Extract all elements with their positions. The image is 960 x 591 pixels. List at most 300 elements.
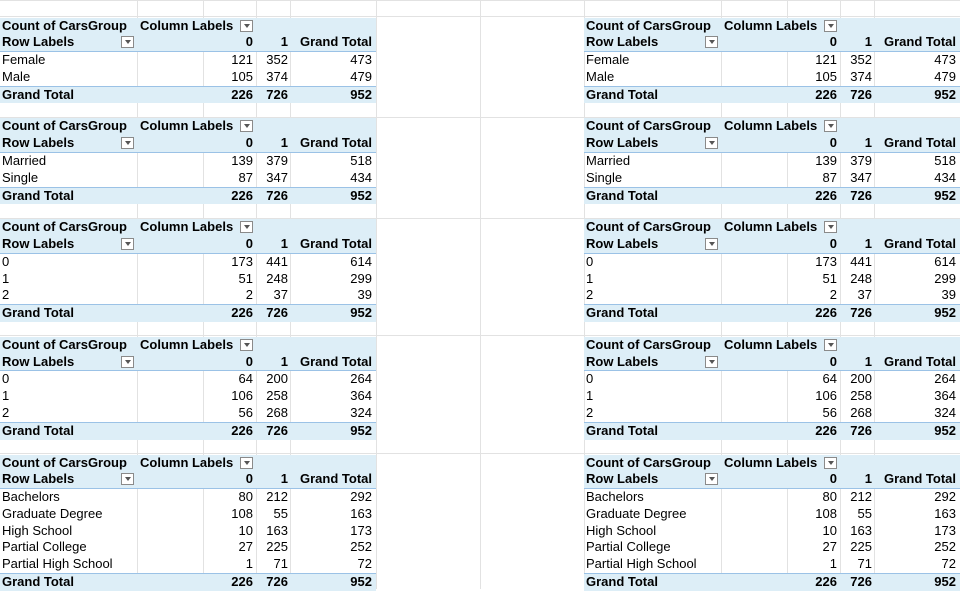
- pivot-header-row: [0, 219, 376, 236]
- column-labels-filter-dropdown-icon[interactable]: [824, 20, 837, 32]
- value-0: 106: [815, 388, 837, 404]
- column-labels-filter-dropdown-icon[interactable]: [240, 339, 253, 351]
- pivot-data-row: [584, 254, 960, 271]
- total-value-0: 226: [815, 574, 837, 590]
- pivot-data-row: [0, 287, 376, 304]
- value-0: 2: [245, 287, 253, 303]
- value-1: 225: [850, 539, 872, 555]
- total-grand-total: 952: [350, 422, 372, 438]
- total-value-1: 726: [266, 86, 288, 102]
- count-of-label: Count of CarsGroup: [2, 17, 127, 33]
- column-header-1: 1: [280, 471, 288, 487]
- row-labels-header: Row Labels: [2, 353, 75, 369]
- grand-total-label: Grand Total: [2, 422, 74, 438]
- count-of-label: Count of CarsGroup: [586, 118, 711, 134]
- pivot-data-row: [0, 170, 376, 187]
- row-grand-total: 299: [934, 270, 956, 286]
- row-label: 2: [2, 287, 10, 303]
- value-1: 55: [273, 505, 288, 521]
- grand-total-label: Grand Total: [2, 86, 74, 102]
- row-grand-total: 72: [941, 556, 956, 572]
- pivot-data-row: [584, 506, 960, 523]
- pivot-data-row: [584, 52, 960, 69]
- gridline: [0, 0, 960, 1]
- row-labels-header: Row Labels: [2, 135, 75, 151]
- value-1: 258: [850, 388, 872, 404]
- column-labels-header: Column Labels: [140, 454, 234, 470]
- pivot-row-labels-row: [584, 34, 960, 52]
- pivot-header-row: [0, 455, 376, 472]
- row-label: 1: [2, 388, 10, 404]
- row-grand-total: 264: [934, 371, 956, 387]
- column-labels-filter-dropdown-icon[interactable]: [824, 339, 837, 351]
- column-header-0: 0: [245, 353, 253, 369]
- column-labels-header: Column Labels: [724, 219, 818, 235]
- pivot-table-left-p1: [0, 18, 376, 104]
- grand-total-column-header: Grand Total: [884, 34, 956, 50]
- pivot-table-right-p3: [584, 219, 960, 322]
- value-0: 56: [238, 404, 253, 420]
- column-labels-header: Column Labels: [724, 17, 818, 33]
- row-grand-total: 518: [350, 152, 372, 168]
- total-grand-total: 952: [350, 574, 372, 590]
- column-header-1: 1: [864, 135, 872, 151]
- value-1: 268: [266, 404, 288, 420]
- total-value-1: 726: [850, 574, 872, 590]
- value-0: 80: [238, 489, 253, 505]
- row-grand-total: 324: [350, 404, 372, 420]
- pivot-data-row: [0, 254, 376, 271]
- value-0: 27: [238, 539, 253, 555]
- value-1: 71: [857, 556, 872, 572]
- row-grand-total: 39: [357, 287, 372, 303]
- pivot-table-left-p4: [0, 337, 376, 440]
- total-value-1: 726: [850, 422, 872, 438]
- column-header-0: 0: [829, 353, 837, 369]
- pivot-grand-total-row: [584, 86, 960, 104]
- value-0: 121: [815, 52, 837, 68]
- row-label: Single: [2, 169, 39, 185]
- value-1: 374: [850, 68, 872, 84]
- total-value-0: 226: [815, 187, 837, 203]
- value-0: 108: [815, 505, 837, 521]
- grand-total-label: Grand Total: [2, 305, 74, 321]
- total-grand-total: 952: [350, 187, 372, 203]
- row-labels-header: Row Labels: [586, 34, 659, 50]
- row-labels-header: Row Labels: [586, 353, 659, 369]
- row-label: Partial College: [586, 539, 671, 555]
- gridline: [480, 0, 481, 589]
- row-label: Female: [2, 52, 46, 68]
- value-1: 200: [266, 371, 288, 387]
- count-of-label: Count of CarsGroup: [2, 219, 127, 235]
- pivot-row-labels-row: [0, 471, 376, 489]
- row-grand-total: 434: [350, 169, 372, 185]
- pivot-data-row: [0, 388, 376, 405]
- pivot-header-row: [0, 337, 376, 354]
- column-header-1: 1: [280, 135, 288, 151]
- row-labels-filter-dropdown-icon[interactable]: [121, 137, 134, 149]
- column-header-1: 1: [864, 236, 872, 252]
- row-grand-total: 614: [350, 253, 372, 269]
- row-labels-filter-dropdown-icon[interactable]: [705, 473, 718, 485]
- value-0: 64: [238, 371, 253, 387]
- count-of-label: Count of CarsGroup: [2, 454, 127, 470]
- pivot-data-row: [0, 405, 376, 422]
- row-label: High School: [2, 522, 73, 538]
- row-labels-header: Row Labels: [2, 34, 75, 50]
- pivot-row-labels-row: [0, 236, 376, 254]
- column-labels-header: Column Labels: [140, 336, 234, 352]
- value-1: 268: [850, 404, 872, 420]
- pivot-grand-total-row: [584, 304, 960, 322]
- column-header-0: 0: [245, 236, 253, 252]
- count-of-label: Count of CarsGroup: [2, 118, 127, 134]
- column-header-1: 1: [280, 34, 288, 50]
- total-grand-total: 952: [934, 305, 956, 321]
- pivot-data-row: [0, 371, 376, 388]
- value-0: 64: [822, 371, 837, 387]
- row-label: Male: [2, 68, 31, 84]
- column-labels-header: Column Labels: [140, 17, 234, 33]
- pivot-grand-total-row: [0, 422, 376, 440]
- row-label: Partial College: [2, 539, 87, 555]
- pivot-data-row: [0, 489, 376, 506]
- row-labels-filter-dropdown-icon[interactable]: [121, 356, 134, 368]
- total-value-0: 226: [815, 86, 837, 102]
- pivot-table-right-p4: [584, 337, 960, 440]
- grand-total-column-header: Grand Total: [884, 236, 956, 252]
- row-label: High School: [586, 522, 657, 538]
- row-label: Bachelors: [586, 489, 644, 505]
- grand-total-column-header: Grand Total: [300, 236, 372, 252]
- column-labels-filter-dropdown-icon[interactable]: [240, 20, 253, 32]
- total-grand-total: 952: [934, 187, 956, 203]
- value-1: 374: [266, 68, 288, 84]
- value-1: 212: [266, 489, 288, 505]
- column-labels-filter-dropdown-icon[interactable]: [824, 221, 837, 233]
- grand-total-column-header: Grand Total: [884, 471, 956, 487]
- row-grand-total: 299: [350, 270, 372, 286]
- total-value-0: 226: [231, 574, 253, 590]
- pivot-row-labels-row: [584, 236, 960, 254]
- row-labels-filter-dropdown-icon[interactable]: [121, 473, 134, 485]
- value-1: 441: [850, 253, 872, 269]
- row-label: Female: [586, 52, 630, 68]
- value-1: 347: [850, 169, 872, 185]
- pivot-data-row: [0, 539, 376, 556]
- row-grand-total: 173: [350, 522, 372, 538]
- value-0: 121: [231, 52, 253, 68]
- column-header-0: 0: [245, 471, 253, 487]
- value-1: 352: [850, 52, 872, 68]
- total-value-1: 726: [850, 187, 872, 203]
- row-label: Married: [586, 152, 631, 168]
- pivot-grand-total-row: [584, 187, 960, 205]
- grand-total-label: Grand Total: [586, 422, 658, 438]
- value-0: 139: [815, 152, 837, 168]
- row-label: 2: [586, 287, 594, 303]
- grand-total-column-header: Grand Total: [884, 135, 956, 151]
- pivot-table-left-p3: [0, 219, 376, 322]
- column-header-0: 0: [829, 34, 837, 50]
- value-0: 1: [829, 556, 837, 572]
- value-0: 1: [245, 556, 253, 572]
- column-labels-header: Column Labels: [724, 454, 818, 470]
- grand-total-label: Grand Total: [2, 187, 74, 203]
- row-label: 0: [2, 253, 10, 269]
- pivot-table-left-p5: [0, 455, 376, 591]
- row-labels-filter-dropdown-icon[interactable]: [121, 238, 134, 250]
- row-label: 1: [586, 388, 594, 404]
- row-label: 2: [2, 404, 10, 420]
- row-label: 0: [2, 371, 10, 387]
- pivot-data-row: [584, 539, 960, 556]
- row-labels-filter-dropdown-icon[interactable]: [705, 137, 718, 149]
- row-grand-total: 434: [934, 169, 956, 185]
- pivot-row-labels-row: [584, 135, 960, 153]
- row-grand-total: 364: [934, 388, 956, 404]
- row-labels-filter-dropdown-icon[interactable]: [121, 36, 134, 48]
- pivot-data-row: [584, 523, 960, 540]
- value-1: 248: [850, 270, 872, 286]
- pivot-data-row: [584, 371, 960, 388]
- pivot-data-row: [584, 271, 960, 288]
- value-0: 108: [231, 505, 253, 521]
- total-grand-total: 952: [934, 86, 956, 102]
- value-0: 2: [829, 287, 837, 303]
- row-label: Married: [2, 152, 47, 168]
- pivot-header-row: [584, 219, 960, 236]
- value-0: 87: [238, 169, 253, 185]
- column-header-0: 0: [245, 135, 253, 151]
- total-value-1: 726: [850, 305, 872, 321]
- total-value-0: 226: [231, 305, 253, 321]
- row-labels-header: Row Labels: [586, 471, 659, 487]
- total-value-0: 226: [231, 187, 253, 203]
- row-grand-total: 364: [350, 388, 372, 404]
- column-labels-filter-dropdown-icon[interactable]: [824, 120, 837, 132]
- grand-total-label: Grand Total: [586, 305, 658, 321]
- pivot-data-row: [0, 271, 376, 288]
- value-0: 87: [822, 169, 837, 185]
- pivot-row-labels-row: [0, 135, 376, 153]
- pivot-row-labels-row: [584, 354, 960, 372]
- total-value-1: 726: [266, 305, 288, 321]
- grand-total-label: Grand Total: [586, 574, 658, 590]
- column-header-0: 0: [245, 34, 253, 50]
- grand-total-label: Grand Total: [586, 86, 658, 102]
- column-labels-filter-dropdown-icon[interactable]: [824, 457, 837, 469]
- row-label: 1: [586, 270, 594, 286]
- column-header-1: 1: [280, 353, 288, 369]
- column-header-0: 0: [829, 471, 837, 487]
- column-labels-header: Column Labels: [724, 118, 818, 134]
- value-1: 379: [850, 152, 872, 168]
- value-0: 173: [815, 253, 837, 269]
- count-of-label: Count of CarsGroup: [586, 17, 711, 33]
- column-labels-header: Column Labels: [140, 118, 234, 134]
- grand-total-column-header: Grand Total: [300, 353, 372, 369]
- pivot-grand-total-row: [584, 422, 960, 440]
- row-label: Graduate Degree: [586, 505, 687, 521]
- row-label: Bachelors: [2, 489, 60, 505]
- row-grand-total: 473: [350, 52, 372, 68]
- total-value-1: 726: [266, 422, 288, 438]
- value-1: 37: [273, 287, 288, 303]
- row-label: Male: [586, 68, 615, 84]
- row-label: Single: [586, 169, 623, 185]
- value-0: 10: [822, 522, 837, 538]
- value-1: 212: [850, 489, 872, 505]
- row-label: 1: [2, 270, 10, 286]
- column-header-0: 0: [829, 135, 837, 151]
- value-1: 258: [266, 388, 288, 404]
- pivot-data-row: [584, 489, 960, 506]
- row-labels-header: Row Labels: [586, 236, 659, 252]
- total-value-0: 226: [815, 422, 837, 438]
- column-labels-filter-dropdown-icon[interactable]: [240, 457, 253, 469]
- row-grand-total: 479: [934, 68, 956, 84]
- total-grand-total: 952: [934, 422, 956, 438]
- pivot-table-right-p1: [584, 18, 960, 104]
- row-grand-total: 324: [934, 404, 956, 420]
- pivot-data-row: [584, 556, 960, 573]
- value-0: 139: [231, 152, 253, 168]
- row-grand-total: 163: [350, 505, 372, 521]
- total-grand-total: 952: [350, 86, 372, 102]
- pivot-header-row: [0, 18, 376, 35]
- pivot-table-right-p5: [584, 455, 960, 591]
- total-value-1: 726: [266, 574, 288, 590]
- pivot-row-labels-row: [0, 354, 376, 372]
- column-header-1: 1: [864, 471, 872, 487]
- value-1: 347: [266, 169, 288, 185]
- total-value-0: 226: [231, 86, 253, 102]
- pivot-data-row: [0, 153, 376, 170]
- pivot-header-row: [584, 455, 960, 472]
- pivot-grand-total-row: [0, 86, 376, 104]
- column-header-1: 1: [864, 353, 872, 369]
- grand-total-column-header: Grand Total: [300, 471, 372, 487]
- grand-total-column-header: Grand Total: [300, 34, 372, 50]
- row-labels-header: Row Labels: [2, 471, 75, 487]
- row-grand-total: 72: [357, 556, 372, 572]
- grand-total-column-header: Grand Total: [300, 135, 372, 151]
- pivot-data-row: [584, 405, 960, 422]
- row-labels-header: Row Labels: [586, 135, 659, 151]
- pivot-table-right-p2: [584, 118, 960, 204]
- row-grand-total: 292: [934, 489, 956, 505]
- pivot-header-row: [584, 337, 960, 354]
- column-header-1: 1: [864, 34, 872, 50]
- column-labels-header: Column Labels: [140, 219, 234, 235]
- row-labels-filter-dropdown-icon[interactable]: [705, 36, 718, 48]
- row-grand-total: 479: [350, 68, 372, 84]
- pivot-row-labels-row: [0, 34, 376, 52]
- pivot-data-row: [584, 388, 960, 405]
- grand-total-label: Grand Total: [586, 187, 658, 203]
- count-of-label: Count of CarsGroup: [586, 336, 711, 352]
- row-labels-filter-dropdown-icon[interactable]: [705, 356, 718, 368]
- value-1: 71: [273, 556, 288, 572]
- pivot-header-row: [0, 118, 376, 135]
- value-1: 163: [266, 522, 288, 538]
- pivot-row-labels-row: [584, 471, 960, 489]
- pivot-data-row: [0, 506, 376, 523]
- row-label: 0: [586, 253, 594, 269]
- column-header-0: 0: [829, 236, 837, 252]
- value-1: 200: [850, 371, 872, 387]
- total-value-1: 726: [266, 187, 288, 203]
- total-value-0: 226: [815, 305, 837, 321]
- column-header-1: 1: [280, 236, 288, 252]
- pivot-data-row: [0, 69, 376, 86]
- pivot-data-row: [0, 52, 376, 69]
- value-1: 163: [850, 522, 872, 538]
- pivot-data-row: [584, 69, 960, 86]
- pivot-data-row: [0, 556, 376, 573]
- column-labels-filter-dropdown-icon[interactable]: [240, 221, 253, 233]
- pivot-grand-total-row: [0, 304, 376, 322]
- pivot-data-row: [584, 153, 960, 170]
- row-label: Partial High School: [2, 556, 113, 572]
- value-0: 80: [822, 489, 837, 505]
- value-1: 379: [266, 152, 288, 168]
- value-0: 105: [815, 68, 837, 84]
- row-grand-total: 518: [934, 152, 956, 168]
- row-labels-filter-dropdown-icon[interactable]: [705, 238, 718, 250]
- value-1: 441: [266, 253, 288, 269]
- value-1: 225: [266, 539, 288, 555]
- value-1: 55: [857, 505, 872, 521]
- value-0: 27: [822, 539, 837, 555]
- row-label: 2: [586, 404, 594, 420]
- value-0: 10: [238, 522, 253, 538]
- column-labels-header: Column Labels: [724, 336, 818, 352]
- row-grand-total: 39: [941, 287, 956, 303]
- grand-total-column-header: Grand Total: [884, 353, 956, 369]
- total-grand-total: 952: [350, 305, 372, 321]
- total-value-0: 226: [231, 422, 253, 438]
- count-of-label: Count of CarsGroup: [586, 219, 711, 235]
- row-grand-total: 473: [934, 52, 956, 68]
- value-0: 105: [231, 68, 253, 84]
- value-0: 56: [822, 404, 837, 420]
- row-label: 0: [586, 371, 594, 387]
- row-grand-total: 264: [350, 371, 372, 387]
- pivot-header-row: [584, 18, 960, 35]
- row-grand-total: 163: [934, 505, 956, 521]
- row-grand-total: 292: [350, 489, 372, 505]
- count-of-label: Count of CarsGroup: [586, 454, 711, 470]
- pivot-header-row: [584, 118, 960, 135]
- value-1: 352: [266, 52, 288, 68]
- value-0: 106: [231, 388, 253, 404]
- count-of-label: Count of CarsGroup: [2, 336, 127, 352]
- column-labels-filter-dropdown-icon[interactable]: [240, 120, 253, 132]
- value-0: 51: [238, 270, 253, 286]
- row-label: Graduate Degree: [2, 505, 103, 521]
- total-value-1: 726: [850, 86, 872, 102]
- pivot-data-row: [584, 170, 960, 187]
- pivot-data-row: [0, 523, 376, 540]
- row-grand-total: 614: [934, 253, 956, 269]
- pivot-grand-total-row: [0, 573, 376, 591]
- pivot-grand-total-row: [0, 187, 376, 205]
- row-labels-header: Row Labels: [2, 236, 75, 252]
- value-1: 37: [857, 287, 872, 303]
